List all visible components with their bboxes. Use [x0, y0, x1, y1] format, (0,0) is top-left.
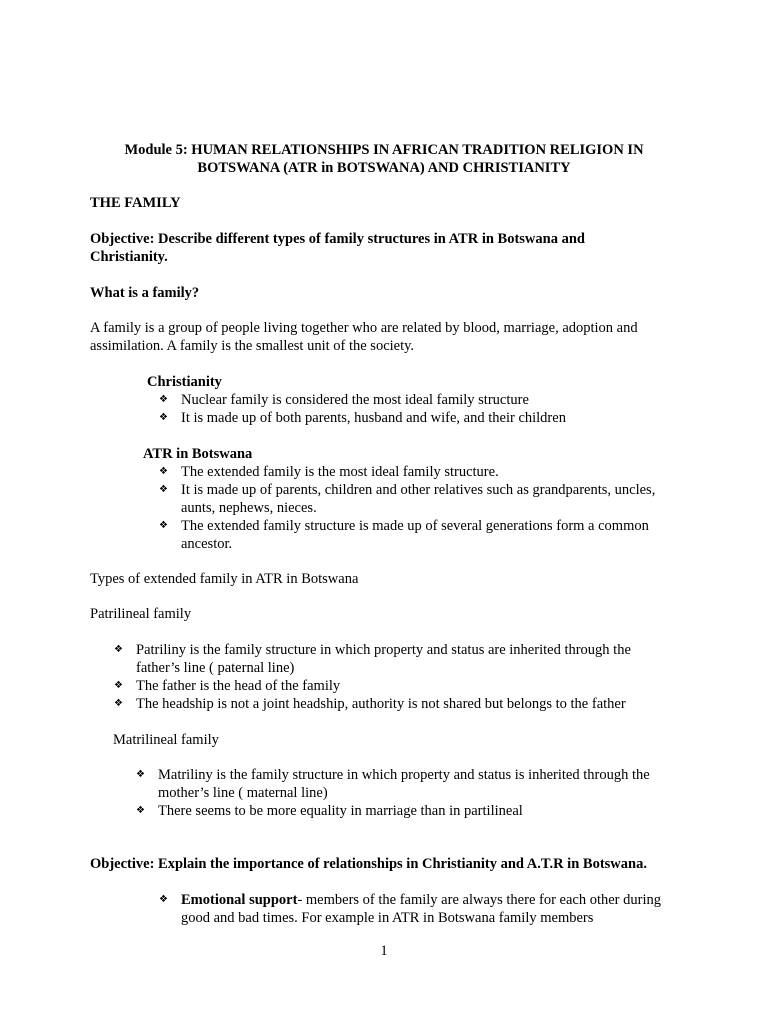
diamond-bullet-icon: ❖ — [159, 894, 168, 905]
diamond-bullet-icon: ❖ — [159, 520, 168, 531]
list-item: ❖ The extended family is the most ideal family structure. — [159, 464, 499, 480]
importance-text: - members of the family are always there for each other during good and bad times. For example in ATR in Botswana family members — [181, 892, 661, 926]
section-heading-family: THE FAMILY — [90, 195, 181, 211]
patrilineal-list — [114, 641, 666, 713]
objective-1: Objective: Describe different types of family structures in ATR in Botswana and Christianity. — [90, 231, 585, 265]
christianity-heading: Christianity — [147, 374, 222, 390]
list-item — [159, 891, 671, 927]
list-item: ❖ There seems to be more equality in marriage than in partilineal — [136, 803, 523, 819]
diamond-bullet-icon: ❖ — [114, 698, 123, 709]
list-item: ❖ The extended family structure is made up of several generations form a common ancestor. — [159, 518, 649, 552]
diamond-bullet-icon: ❖ — [136, 769, 145, 780]
list-item: ❖ The headship is not a joint headship, authority is not shared but belongs to the father — [114, 696, 626, 712]
diamond-bullet-icon: ❖ — [159, 412, 168, 423]
diamond-bullet-icon: ❖ — [114, 680, 123, 691]
christianity-list — [159, 391, 681, 427]
page-number: 1 — [380, 943, 388, 959]
atr-heading: ATR in Botswana — [143, 446, 253, 462]
diamond-bullet-icon: ❖ — [159, 466, 168, 477]
title-line-2: BOTSWANA (ATR in BOTSWANA) AND CHRISTIANITY — [197, 160, 571, 176]
title-line-1: Module 5: HUMAN RELATIONSHIPS IN AFRICAN TRADITION RELIGION IN — [124, 142, 644, 158]
list-item: ❖ Matriliny is the family structure in which property and status is inherited through the mother’s line ( maternal line) — [136, 767, 650, 801]
list-item: ❖ The father is the head of the family — [114, 678, 341, 694]
list-item: ❖ Patriliny is the family structure in which property and status are inherited through the father’s line ( paternal line) — [114, 642, 631, 676]
importance-term: Emotional support — [181, 892, 298, 908]
question-heading: What is a family? — [90, 285, 200, 301]
matrilineal-heading: Matrilineal family — [113, 732, 219, 748]
diamond-bullet-icon: ❖ — [159, 484, 168, 495]
diamond-bullet-icon: ❖ — [159, 394, 168, 405]
matrilineal-list — [136, 766, 678, 820]
list-item: ❖ It is made up of parents, children and other relatives such as grandparents, uncles, aunts, nephews, nieces. — [159, 482, 656, 516]
family-definition: A family is a group of people living together who are related by blood, marriage, adoption and assimilation. A family is the smallest unit of the society. — [90, 320, 638, 354]
patrilineal-heading: Patrilineal family — [90, 606, 192, 622]
diamond-bullet-icon: ❖ — [114, 644, 123, 655]
types-heading: Types of extended family in ATR in Botswana — [90, 571, 359, 587]
list-item: ❖ Nuclear family is considered the most ideal family structure — [159, 392, 529, 408]
objective-2: Objective: Explain the importance of relationships in Christianity and A.T.R in Botswana. — [90, 856, 647, 872]
list-item: ❖ It is made up of both parents, husband and wife, and their children — [159, 410, 566, 426]
atr-list — [159, 463, 681, 553]
diamond-bullet-icon: ❖ — [136, 805, 145, 816]
importance-list — [159, 891, 671, 927]
module-title — [90, 141, 678, 177]
